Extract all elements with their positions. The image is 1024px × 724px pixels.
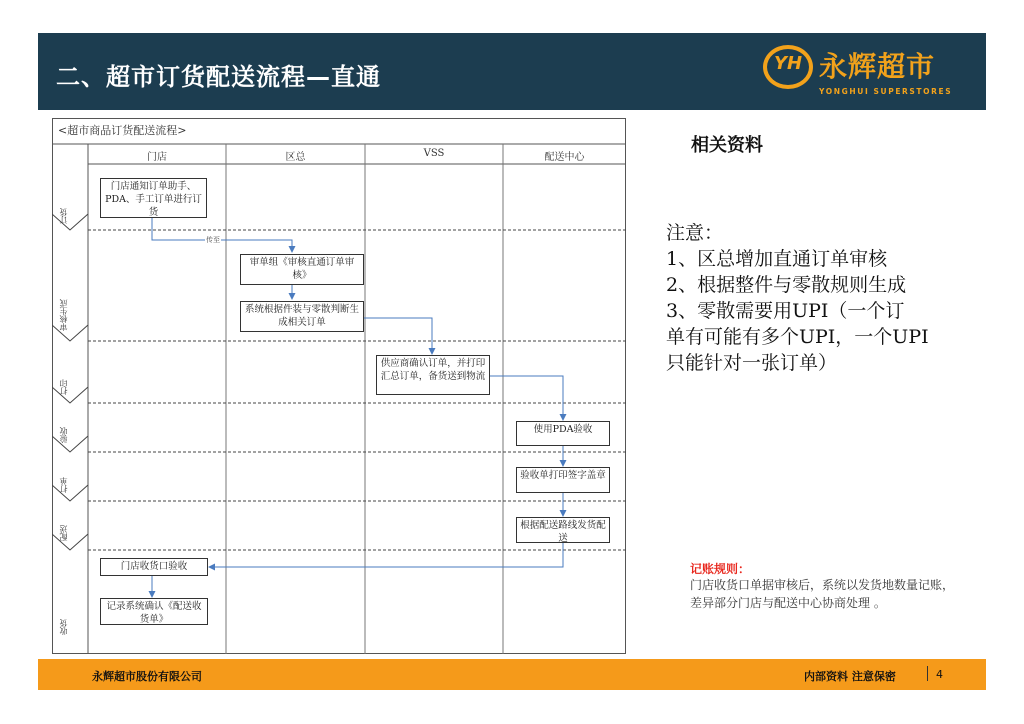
confidential-label: 内部资料 注意保密 [804,670,896,683]
step-vendor-print: 供应商确认订单，并打印汇总订单，备货送到物流 [376,355,490,395]
step-store-order: 门店通知订单助手、PDA、手工订单进行订货 [100,178,207,218]
flowchart-title: <超市商品订货配送流程> [58,124,187,137]
note-item-3-end: 只能针对一张订单） [666,352,838,374]
row-label-receive: 收货 [59,619,68,635]
logo [763,43,973,101]
note-item-3-cont: 单有可能有多个UPI，一个UPI [666,326,929,348]
row-label-review: 审核生成 [59,299,68,331]
step-system-generate: 系统根据件装与零散判断生成相关订单 [240,301,364,332]
row-label-accept: 验收 [59,427,68,443]
lane-header-region: 区总 [285,152,306,163]
footer-divider [927,666,928,681]
header-bar [38,33,986,110]
step-route-deliver: 根据配送路线发货配送 [516,517,610,543]
accounting-rule-title: 记账规则： [690,562,751,576]
step-pda-accept: 使用PDA验收 [516,421,610,446]
row-label-order: 订货 [59,208,68,224]
page-number: 4 [936,668,943,681]
step-system-confirm: 记录系统确认《配送收货单》 [100,598,208,625]
row-label-print: 打印 [59,379,68,395]
page-title: 二、超市订货配送流程—直通 [56,63,381,91]
lane-header-vss: VSS [423,148,445,159]
step-sign-slip: 验收单打印签字盖章 [516,467,610,493]
step-region-audit: 审单组《审核直通订单审核》 [240,254,364,285]
step-store-receive: 门店收货口验收 [100,558,208,576]
logo-subtitle: YONGHUI SUPERSTORES [819,87,953,96]
row-label-deliver: 配送 [59,525,68,541]
lane-header-dc: 配送中心 [544,152,585,163]
lane-header-store: 门店 [147,152,167,163]
edge-label: 传至 [206,236,220,244]
row-label-slip: 打单 [59,477,68,493]
footer-bar [38,659,986,690]
logo-mark: YH [773,53,803,74]
logo-text: 永辉超市 [819,50,936,83]
accounting-rule-body: 门店收货口单据审核后，系统以发货地数量记账，差异部分门店与配送中心协商处理 。 [690,578,955,610]
note-item-1: 1、区总增加直通订单审核 [666,248,888,270]
note-item-2: 2、根据整件与零散规则生成 [666,274,907,296]
flowchart [52,118,626,654]
related-materials-heading: 相关资料 [691,135,763,156]
note-title: 注意： [666,222,724,244]
note-item-3: 3、零散需要用UPI（一个订 [666,300,905,322]
company-name: 永辉超市股份有限公司 [92,670,202,683]
